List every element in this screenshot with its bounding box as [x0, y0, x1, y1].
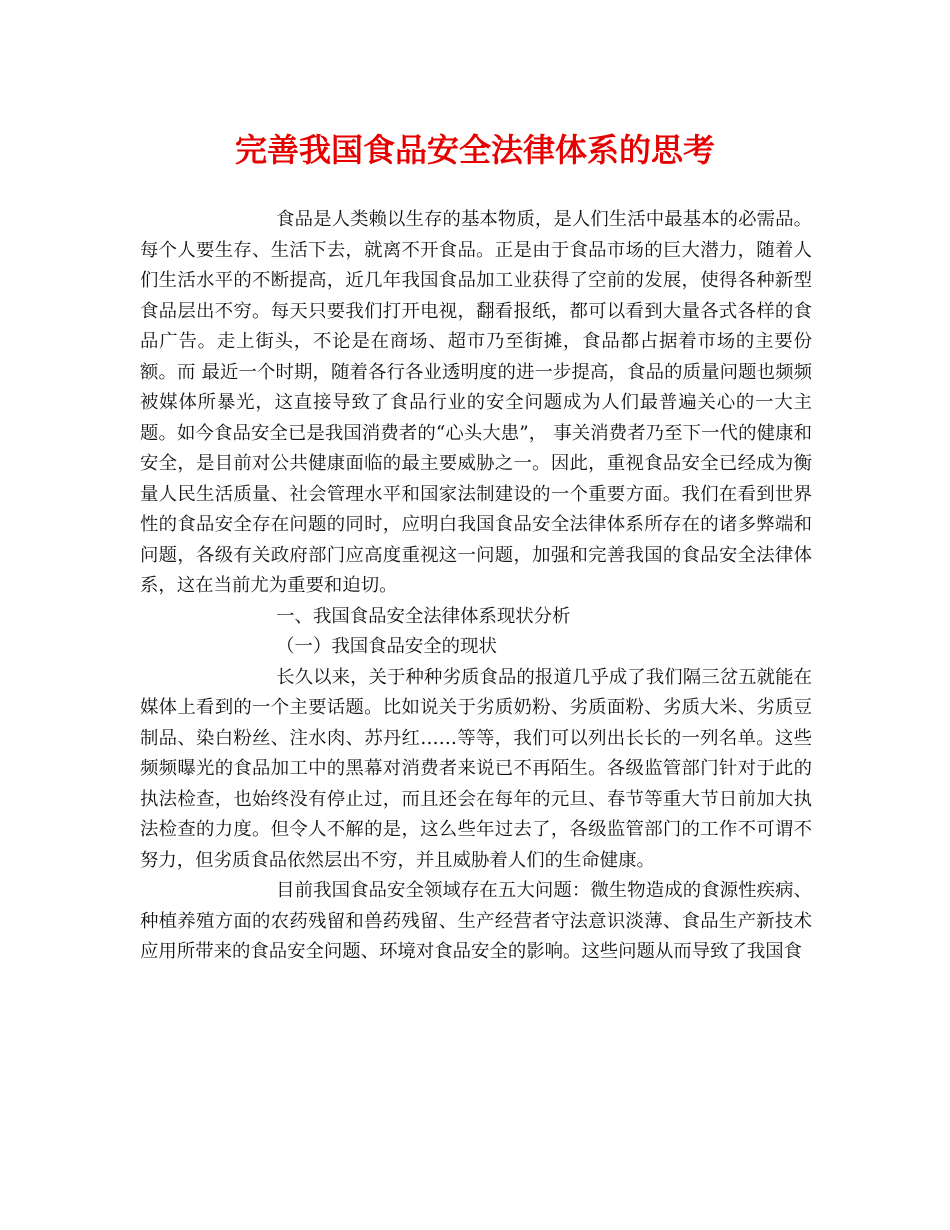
paragraph-food-safety-status: 长久以来，关于种种劣质食品的报道几乎成了我们隔三岔五就能在媒体上看到的一个主要话题。比如说关于劣质奶粉、劣质面粉、劣质大米、劣质豆制品、染白粉丝、注水肉、苏丹红……等等，我们可以列出长长的一列名单。这些频频曝光的食品加工中的黑幕对消费者来说已不再陌生。各级监管部门针对于此的执法检查，也始终没有停止过，而且还会在每年的元旦、春节等重大节日前加大执法检查的力度。但令人不解的是，这么些年过去了，各级监管部门的工作不可谓不努力，但劣质食品依然层出不穷，并且威胁着人们的生命健康。 [140, 666, 812, 871]
paragraph-five-problems: 目前我国食品安全领域存在五大问题：微生物造成的食源性疾病、种植养殖方面的农药残留和兽药残留、生产经营者守法意识淡薄、食品生产新技术应用所带来的食品安全问题、环境对食品安全的影响。这些问题从而导致了我国食 [140, 880, 812, 962]
paragraph-intro: 食品是人类赖以生存的基本物质，是人们生活中最基本的必需品。每个人要生存、生活下去，就离不开食品。正是由于食品市场的巨大潜力，随着人们生活水平的不断提高，近几年我国食品加工业获得了空前的发展，使得各种新型食品层出不穷。每天只要我们打开电视，翻看报纸，都可以看到大量各式各样的食品广告。走上街头，不论是在商场、超市乃至街摊，食品都占据着市场的主要份额。而 最近一个时期，随着各行各业透明度的进一步提高，食品的质量问题也频频被媒体所暴光，这直接导致了食品行业的安全问题成为人们最普遍关心的一大主题。如今食品安全已是我国消费者的“心头大患”， 事关消费者乃至下一代的健康和安全，是目前对公共健康面临的最主要威胁之一。因此，重视食品安全已经成为衡量人民生活质量、社会管理水平和国家法制建设的一个重要方面。我们在看到世界性的食品安全存在问题的同时，应明白我国食品安全法律体系所存在的诸多弊端和问题，各级有关政府部门应高度重视这一问题，加强和完善我国的食品安全法律体系，这在当前尤为重要和迫切。 [140, 209, 812, 596]
document-title: 完善我国食品安全法律体系的思考 [234, 131, 715, 169]
subsection-heading-1: （一）我国食品安全的现状 [276, 636, 497, 657]
section-heading-1: 一、我国食品安全法律体系现状分析 [276, 605, 571, 627]
document-body [140, 205, 812, 968]
